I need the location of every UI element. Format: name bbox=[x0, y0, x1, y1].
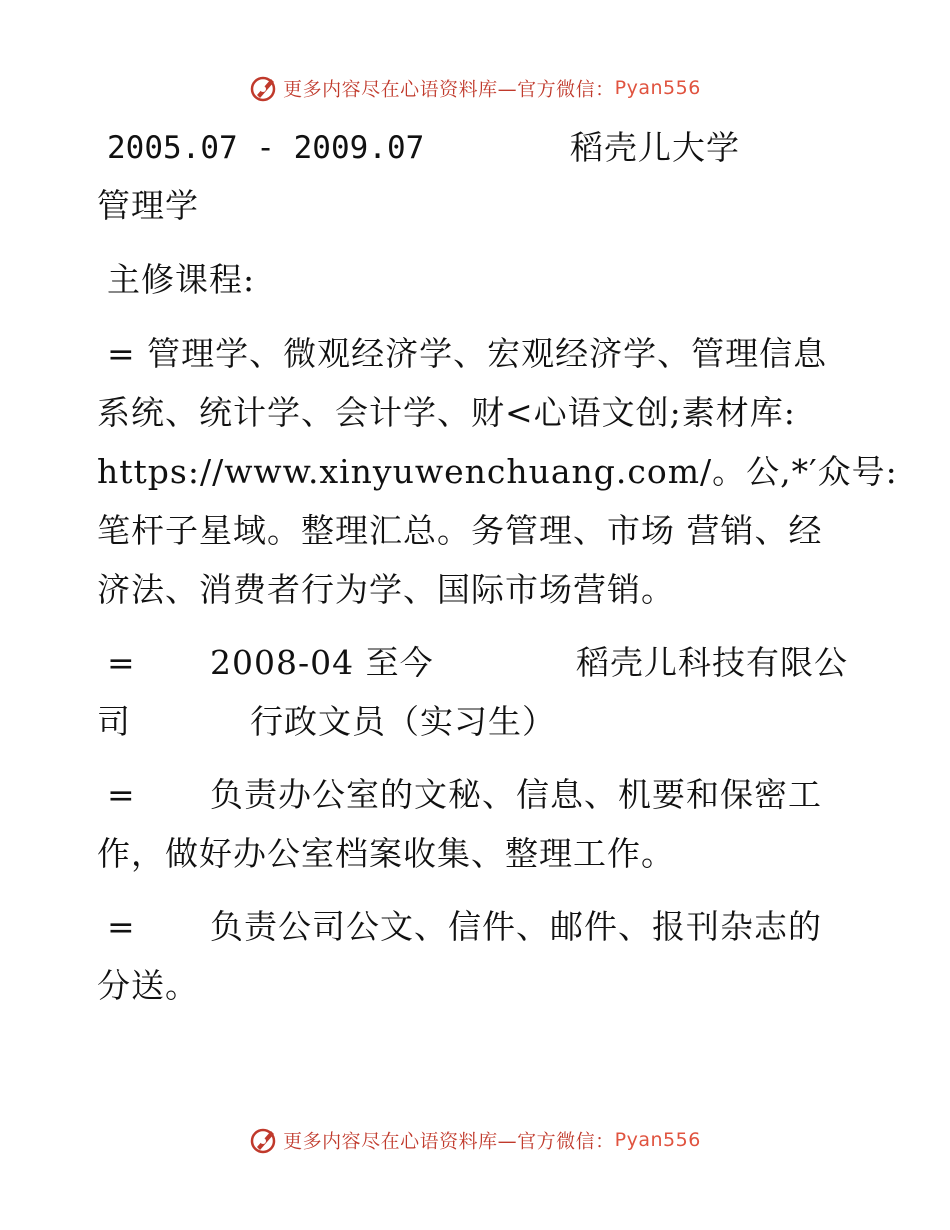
education-period: 2005.07 - 2009.07 bbox=[107, 130, 425, 166]
courses-line-1: = 管理学、微观经济学、宏观经济学、管理信息 bbox=[107, 334, 828, 373]
pen-logo-icon bbox=[249, 1125, 279, 1155]
work-bullet: = bbox=[107, 643, 136, 682]
work-company: 稻壳儿科技有限公 bbox=[576, 643, 848, 682]
education-major: 管理学 bbox=[97, 186, 199, 225]
courses-line-3: https://www.xinyuwenchuang.com/。公,*′众号: bbox=[97, 452, 898, 491]
work-company-cont: 司 bbox=[97, 702, 131, 741]
watermark-text: 更多内容尽在心语资料库—官方微信： bbox=[283, 1130, 615, 1153]
watermark-top bbox=[0, 73, 950, 103]
duty-1-line-1: 负责办公室的文秘、信息、机要和保密工 bbox=[210, 775, 822, 814]
education-school: 稻壳儿大学 bbox=[570, 128, 740, 167]
pen-logo-icon bbox=[249, 73, 279, 103]
duty-1-line-2: 作，做好办公室档案收集、整理工作。 bbox=[97, 834, 675, 873]
work-position: 行政文员（实习生） bbox=[250, 702, 556, 741]
duty-2-line-1: 负责公司公文、信件、邮件、报刊杂志的 bbox=[210, 907, 822, 946]
watermark-wechat-id: Pyan556 bbox=[614, 77, 701, 99]
courses-line-4: 笔杆子星域。整理汇总。务管理、市场 营销、经 bbox=[97, 511, 823, 550]
courses-line-2: 系统、统计学、会计学、财<心语文创;素材库: bbox=[97, 393, 796, 432]
work-start: 2008-04 至今 bbox=[210, 643, 434, 682]
watermark-text: 更多内容尽在心语资料库—官方微信： bbox=[283, 78, 615, 101]
duty-1-bullet: = bbox=[107, 775, 136, 814]
duty-2-line-2: 分送。 bbox=[97, 966, 199, 1005]
courses-line-5: 济法、消费者行为学、国际市场营销。 bbox=[97, 570, 675, 609]
watermark-wechat-id: Pyan556 bbox=[614, 1129, 701, 1151]
courses-heading: 主修课程: bbox=[107, 260, 256, 299]
duty-2-bullet: = bbox=[107, 907, 136, 946]
watermark-bottom bbox=[0, 1125, 950, 1155]
